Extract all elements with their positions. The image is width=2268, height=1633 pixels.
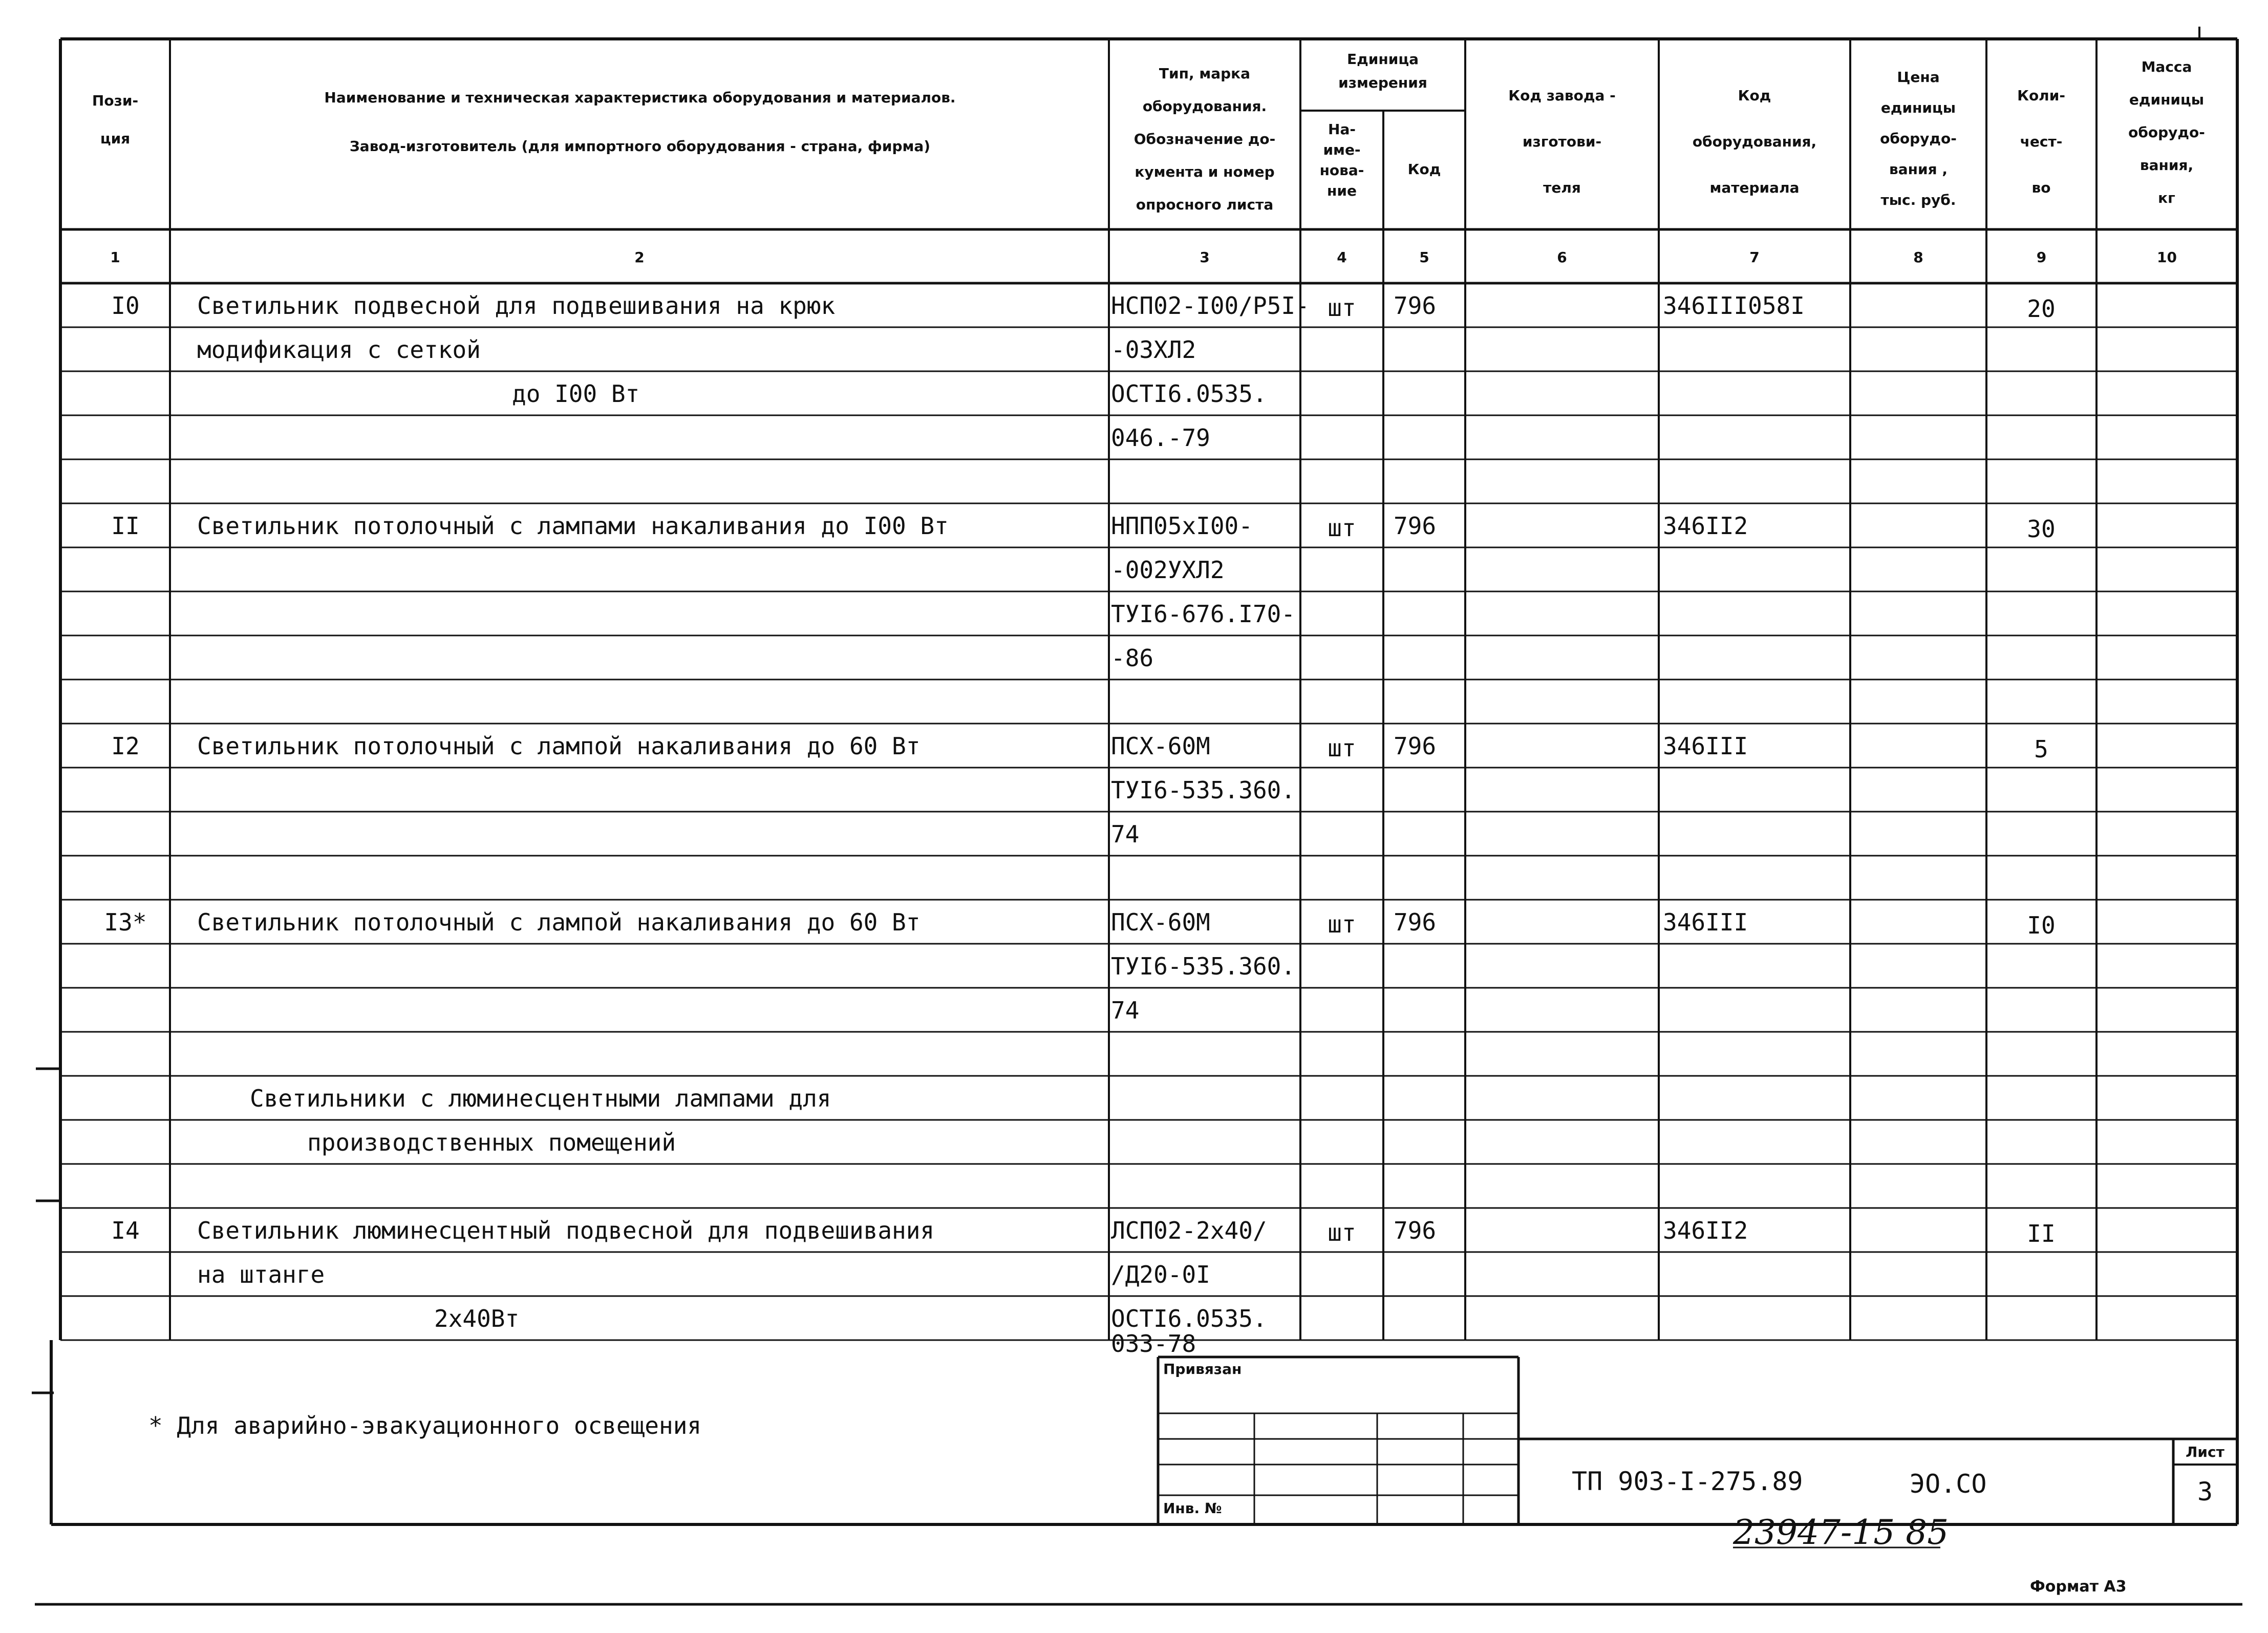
header-unit-code: Код xyxy=(1407,161,1441,178)
stamp-inventory-label: Инв. № xyxy=(1163,1500,1222,1517)
column-number: 1 xyxy=(110,249,120,266)
cell-type: НПП05хI00- xyxy=(1111,512,1253,540)
document-code: ТП 903-I-275.89 xyxy=(1572,1467,1803,1496)
cell-unit-name: шт xyxy=(1328,734,1356,762)
column-number: 2 xyxy=(634,249,645,266)
column-number: 4 xyxy=(1337,249,1347,266)
header-name: Завод-изготовитель (для импортного оборудования - страна, фирма) xyxy=(349,138,931,155)
cell-name: Светильники с люминесцентными лампами для xyxy=(250,1085,831,1112)
cell-type: ТУI6-676.I70- xyxy=(1111,600,1296,628)
header-quantity: Коли- xyxy=(2017,87,2065,104)
header-manufacturer-code: Код завода - xyxy=(1508,87,1616,104)
cell-quantity: 30 xyxy=(2027,515,2056,543)
header-quantity: во xyxy=(2031,179,2051,196)
cell-position: I3* xyxy=(104,908,147,936)
cell-type: ЛСП02-2х40/ xyxy=(1111,1217,1267,1244)
cell-unit-code: 796 xyxy=(1394,732,1437,760)
cell-position: I2 xyxy=(111,732,140,760)
cell-type: ТУI6-535.360. xyxy=(1111,776,1296,804)
cell-unit-code: 796 xyxy=(1394,908,1437,936)
column-number: 10 xyxy=(2157,249,2177,266)
cell-type: 74 xyxy=(1111,996,1140,1024)
cell-type: -03ХЛ2 xyxy=(1111,336,1196,364)
cell-type: 74 xyxy=(1111,820,1140,848)
footnote: * Для аварийно-эвакуационного освещения xyxy=(148,1412,702,1439)
cell-name: 2х40Вт xyxy=(434,1305,520,1332)
header-unit-price: вания , xyxy=(1889,161,1948,178)
header-type: кумента и номер xyxy=(1135,163,1275,180)
cell-type: НСП02-I00/Р5I- xyxy=(1111,292,1310,320)
cell-name: на штанге xyxy=(197,1261,325,1288)
cell-position: II xyxy=(111,512,140,540)
header-unit-group: измерения xyxy=(1338,74,1427,91)
header-name: Наименование и техническая характеристика оборудования и материалов. xyxy=(324,89,956,106)
cell-unit-code: 796 xyxy=(1394,512,1437,540)
sheet-label: Лист xyxy=(2186,1444,2224,1460)
cell-unit-name: шт xyxy=(1328,1219,1356,1246)
cell-unit-code: 796 xyxy=(1394,292,1437,320)
cell-type: -002УХЛ2 xyxy=(1111,556,1225,584)
header-type: оборудования. xyxy=(1142,98,1267,115)
header-unit-mass: единицы xyxy=(2129,91,2205,108)
header-position: Пози- xyxy=(92,92,139,109)
cell-equipment-code: 346II2 xyxy=(1663,512,1748,540)
sheet-number: 3 xyxy=(2197,1477,2213,1507)
cell-equipment-code: 346III058I xyxy=(1663,292,1805,320)
header-equipment-code: материала xyxy=(1709,179,1800,196)
header-unit-price: Цена xyxy=(1897,69,1940,86)
cell-name: производственных помещений xyxy=(307,1129,676,1156)
header-unit-name: име- xyxy=(1323,141,1361,158)
cell-position: I4 xyxy=(111,1217,140,1244)
column-number: 6 xyxy=(1557,249,1567,266)
cell-type: ПСХ-60М xyxy=(1111,908,1210,936)
cell-name: до I00 Вт xyxy=(512,380,640,408)
cell-type: ОСТI6.0535. xyxy=(1111,380,1267,408)
cell-type: 046.-79 xyxy=(1111,424,1210,452)
cell-equipment-code: 346II2 xyxy=(1663,1217,1748,1244)
header-unit-name: На- xyxy=(1328,121,1356,138)
header-unit-group: Единица xyxy=(1347,51,1419,68)
cell-type: ТУI6-535.360. xyxy=(1111,952,1296,980)
cell-equipment-code: 346III xyxy=(1663,732,1748,760)
cell-equipment-code: 346III xyxy=(1663,908,1748,936)
header-position: ция xyxy=(100,130,131,147)
header-type: Тип, марка xyxy=(1159,65,1251,82)
cell-name: Светильник люминесцентный подвесной для подвешивания xyxy=(197,1217,935,1244)
cell-quantity: 5 xyxy=(2034,735,2048,763)
cell-quantity: 20 xyxy=(2027,295,2056,323)
cell-name: модификация с сеткой xyxy=(197,336,481,364)
column-number: 3 xyxy=(1200,249,1210,266)
header-unit-mass: вания, xyxy=(2139,157,2194,174)
cell-position: I0 xyxy=(111,292,140,320)
header-unit-price: тыс. руб. xyxy=(1880,192,1956,208)
cell-name: Светильник потолочный с лампой накаливания до 60 Вт xyxy=(197,908,921,936)
header-quantity: чест- xyxy=(2020,133,2063,150)
header-unit-mass: Масса xyxy=(2141,58,2192,75)
cell-unit-name: шт xyxy=(1328,294,1356,322)
header-equipment-code: Код xyxy=(1738,87,1771,104)
header-manufacturer-code: теля xyxy=(1543,179,1581,196)
column-number: 9 xyxy=(2036,249,2047,266)
cell-quantity: I0 xyxy=(2027,911,2056,939)
cell-type: ПСХ-60М xyxy=(1111,732,1210,760)
header-manufacturer-code: изготови- xyxy=(1522,133,1602,150)
header-unit-mass: кг xyxy=(2158,189,2175,206)
cell-name: Светильник подвесной для подвешивания на крюк xyxy=(197,292,836,320)
stamp-privyazan-label: Привязан xyxy=(1163,1361,1242,1377)
cell-name: Светильник потолочный с лампой накаливания до 60 Вт xyxy=(197,732,921,760)
handwritten-number: 23947-15 85 xyxy=(1733,1513,1949,1552)
cell-type: -86 xyxy=(1111,644,1154,672)
cell-quantity: II xyxy=(2027,1220,2056,1247)
cell-type: ОСТI6.0535. xyxy=(1111,1305,1267,1332)
cell-unit-name: шт xyxy=(1328,514,1356,542)
cell-type-overflow: 033-78 xyxy=(1111,1330,1196,1358)
header-unit-price: оборудо- xyxy=(1880,130,1957,147)
section-code: ЭО.СО xyxy=(1910,1469,1987,1499)
column-number: 7 xyxy=(1749,249,1760,266)
header-unit-name: нова- xyxy=(1319,162,1364,179)
cell-type: /Д20-0I xyxy=(1111,1261,1210,1288)
header-type: Обозначение до- xyxy=(1133,131,1276,147)
header-equipment-code: оборудования, xyxy=(1692,133,1817,150)
cell-unit-code: 796 xyxy=(1394,1217,1437,1244)
column-number: 8 xyxy=(1913,249,1923,266)
header-unit-name: ние xyxy=(1327,182,1357,199)
column-number: 5 xyxy=(1419,249,1429,266)
cell-name: Светильник потолочный с лампами накаливания до I00 Вт xyxy=(197,512,949,540)
header-unit-price: единицы xyxy=(1880,99,1956,116)
header-type: опросного листа xyxy=(1136,196,1274,213)
header-unit-mass: оборудо- xyxy=(2128,124,2205,141)
format-label: Формат А3 xyxy=(2030,1578,2127,1596)
cell-unit-name: шт xyxy=(1328,910,1356,938)
